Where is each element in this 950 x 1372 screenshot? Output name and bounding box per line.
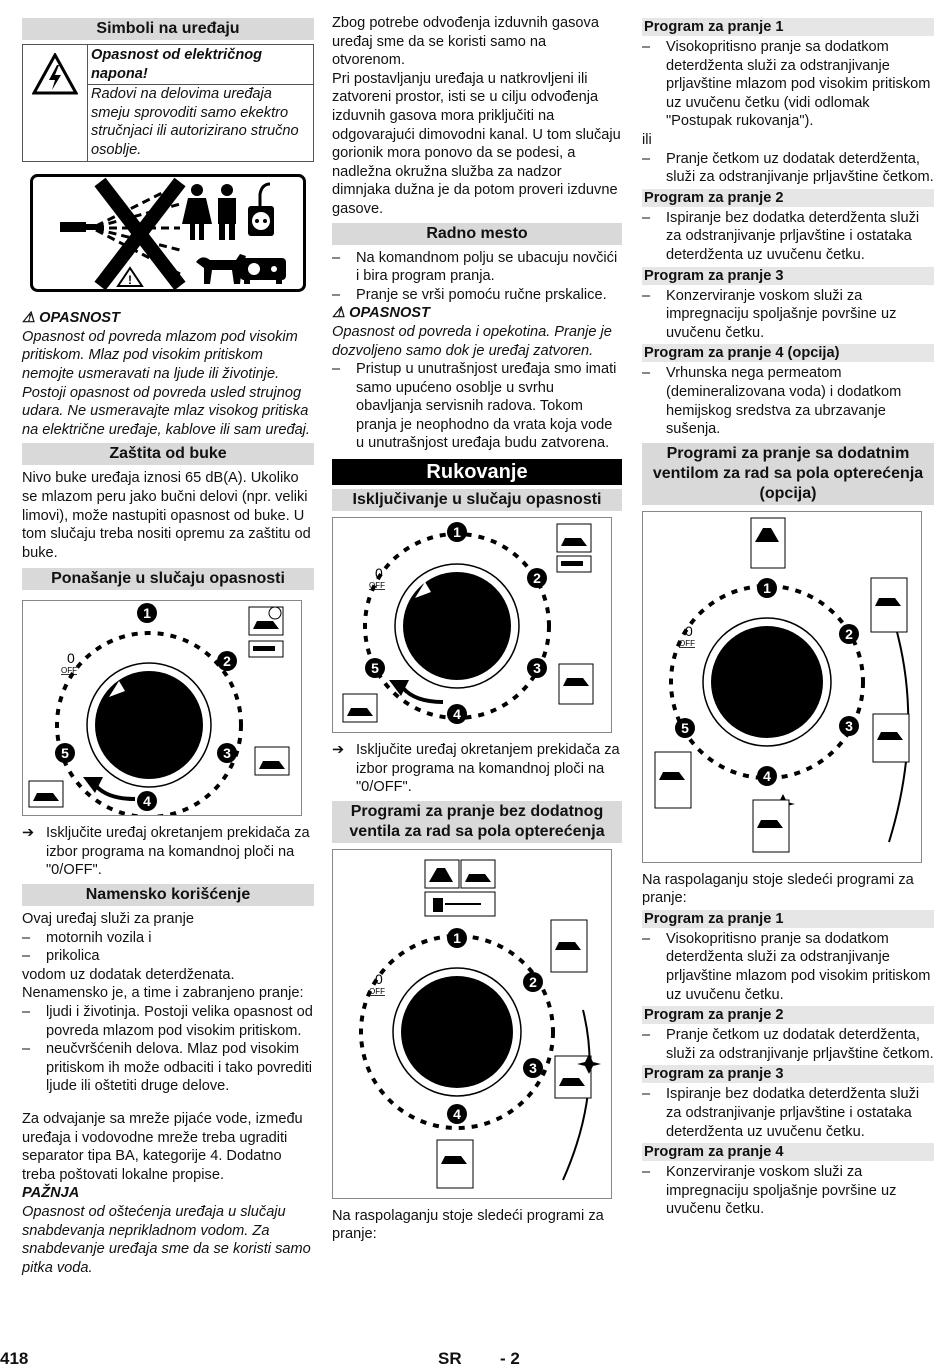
program-b1-text: – Visokopritisno pranje sa dodatkom deterdženta služi za odstranjivanje prljavštine mlazom pod visokim pritiskom uz uvučenu četku. (642, 930, 931, 1003)
spray-prohibition-sign (30, 174, 306, 298)
program-dial-figure-1 (22, 600, 302, 816)
section-title-no-valve-programs: Programi za pranje bez dodatnog ventila za rad sa pola opterećenja (332, 801, 622, 843)
workplace-item-1: – Na komandnom polju se ubacuju novčići i bira program pranja. (332, 249, 618, 285)
dial-position-1 (137, 603, 157, 623)
dial-position-2 (527, 568, 547, 588)
svg-text:1: 1 (763, 579, 771, 596)
svg-text:OFF: OFF (369, 581, 385, 591)
dial-position-3 (217, 743, 237, 763)
dial-off-number: 0 (67, 650, 75, 667)
column-2 (332, 14, 622, 1244)
program-a3-text: – Konzerviranje voskom služi za impregnaciju spoljašnje površine uz uvučenu četku. (642, 287, 897, 341)
svg-text:3: 3 (845, 717, 853, 734)
dial-position-2 (523, 972, 543, 992)
exhaust-text-1: Zbog potrebe odvođenja izduvnih gasova uređaj sme da se koristi samo na otvorenom. (332, 15, 599, 69)
section-title-intended-use: Namensko korišćenje (22, 884, 314, 906)
dial-position-4 (447, 704, 467, 724)
dial-position-1 (447, 928, 467, 948)
section-title-symbols: Simboli na uređaju (22, 18, 314, 40)
rinse-icon (873, 714, 909, 762)
svg-text:0: 0 (685, 622, 693, 639)
svg-text:5: 5 (681, 719, 689, 736)
svg-text:0: 0 (375, 970, 383, 987)
svg-text:3: 3 (533, 660, 541, 677)
available-text-1: Na raspolaganju stoje sledeći programi za pranje: (332, 1207, 604, 1243)
emergency-step: ➔ Isključite uređaj okretanjem prekidača za izbor programa na komandnoj ploči na "0/OFF". (22, 825, 310, 879)
program-b4-text: – Konzerviranje voskom služi za impregnaciju spoljašnje površine uz uvučenu četku. (642, 1164, 897, 1218)
section-title-workplace: Radno mesto (332, 223, 622, 245)
program-dial-figure-2 (332, 517, 612, 733)
use-after: vodom uz dodatak deterdženata. (22, 966, 235, 983)
program-b3-text: – Ispiranje bez dodatka deterdženta služi za odstranjivanje prljavštine i ostataka deterdženta uz uvučenu četku. (642, 1086, 920, 1140)
permeate-icon (437, 1140, 473, 1188)
svg-text:3: 3 (529, 1059, 537, 1076)
wax-icon (655, 752, 691, 808)
svg-text:2: 2 (223, 653, 231, 670)
brush-wash-icon (425, 860, 459, 888)
dial-position-4 (137, 791, 157, 811)
program-b2-title: Program za pranje 2 (642, 1006, 934, 1024)
shock-warning-box (22, 44, 314, 162)
use-intro: Ovaj uređaj služi za pranje (22, 911, 194, 928)
noise-text: Nivo buke uređaja iznosi 65 dB(A). Ukoliko se mlazom peru jako bučni delovi (npr. veliki limovi), može nastupiti opasnost od buke. U tom slučaju treba nositi opremu za zaštitu od buke. (22, 470, 311, 561)
car-wash-icon (249, 607, 283, 635)
exhaust-text-2: Pri postavljanju uređaja u natkrovljeni ili zatvoreni prostor, isti se u cilju odvođenja izduvnih gasova mora priključiti na odgovarajući dimovodni kanal. U tom slučaju gorionik mora ponovo da se podesi, a nadležna okružna služba za nadzor dimnjaka dužna je da potom proveri izduvne gasove. (332, 70, 621, 217)
rinse-icon (255, 747, 289, 775)
svg-text:2: 2 (845, 625, 853, 642)
dial-position-5 (55, 743, 75, 763)
workplace-item-2: – Pranje se vrši pomoću ručne prskalice. (332, 286, 607, 303)
svg-text:1: 1 (143, 605, 151, 622)
dial-position-3 (523, 1058, 543, 1078)
wax-icon (343, 694, 377, 722)
brush-wash-icon (751, 518, 785, 568)
dial-off-label: OFF (61, 666, 77, 676)
section-title-shutdown: Isključivanje u slučaju opasnosti (332, 489, 622, 511)
svg-text:5: 5 (371, 660, 379, 677)
dial-position-1 (757, 578, 777, 598)
sub-page-number: - 2 (500, 1349, 520, 1368)
svg-text:5: 5 (61, 745, 69, 762)
water-separator-text: Za odvajanje sa mreže pijaće vode, između uređaja i vodovodne mreže treba ugraditi separator tipa BA, kategorije 4. Dodatno treba poštovati lokalne propise. (22, 1111, 303, 1183)
program-a2-text: – Ispiranje bez dodatka deterdženta služi za odstranjivanje prljavštine i ostataka deterdženta uz uvučenu četku. (642, 209, 920, 263)
page-number: 418 (0, 1349, 29, 1368)
use-item-2: – prikolica (22, 948, 100, 965)
dial-position-3 (839, 716, 859, 736)
language-code: SR (438, 1349, 462, 1368)
car-wash-icon (461, 860, 495, 888)
danger-label-1: ⚠ OPASNOST (22, 310, 120, 327)
rinse-icon (551, 920, 587, 972)
dial-position-1 (447, 522, 467, 542)
electric-hazard-icon (23, 45, 88, 161)
available-text-2: Na raspolaganju stoje sledeći programi za pranje: (642, 871, 914, 907)
program-a1-text: – Visokopritisno pranje sa dodatkom deterdženta služi za odstranjivanje prljavštine mlazom pod visokim pritiskom uz uvučenu četku (vidi odlomak "Postupak rukovanja"). (642, 39, 931, 130)
shock-text: Radovi na delovima uređaja smeju sprovoditi samo ekektro stručnjaci ili autorizirano stručno osoblje. (91, 86, 299, 158)
caution-text: Opasnost od oštećenja uređaja u slučaju snabdevanja neprikladnom vodom. Za snabdevanje uređaja sme da se koristi samo pitka voda. (22, 1203, 311, 1276)
program-a2-title: Program za pranje 2 (642, 189, 934, 207)
program-a3-title: Program za pranje 3 (642, 267, 934, 285)
or-text: ili (642, 131, 652, 148)
svg-text:2: 2 (529, 973, 537, 990)
use-item-1: – motornih vozila i (22, 929, 152, 946)
svg-text:!: ! (128, 272, 132, 287)
car-wash-icon (871, 578, 907, 632)
program-a4-text: – Vrhunska nega permeatom (demineralizovana voda) i dodatkom hemijskog sredstva za ubrzavanje sušenja. (642, 365, 902, 438)
danger-text-2: Opasnost od povreda i opekotina. Pranje je dozvoljeno samo dok je uređaj zatvoren. (332, 323, 612, 359)
svg-text:OFF: OFF (369, 986, 385, 996)
car-wash-icon (557, 524, 591, 552)
svg-text:2: 2 (533, 570, 541, 587)
section-title-operation: Rukovanje (332, 459, 622, 485)
dial-position-4 (757, 766, 777, 786)
dial-position-5 (365, 658, 385, 678)
program-a1b-text: – Pranje četkom uz dodatak deterdženta, služi za odstranjivanje prljavštine četkom. (642, 150, 934, 186)
section-title-valve-programs: Programi za pranje sa dodatnim ventilom za rad sa pola opterećenja (opcija) (642, 443, 934, 505)
danger-label-2: ⚠ OPASNOST (332, 305, 430, 322)
program-b2-text: – Pranje četkom uz dodatak deterdženta, služi za odstranjivanje prljavštine četkom. (642, 1027, 934, 1062)
misuse-intro: Nenamensko je, a time i zabranjeno pranje: (22, 985, 304, 1002)
svg-text:3: 3 (223, 745, 231, 762)
dial-position-4 (447, 1104, 467, 1124)
svg-text:0: 0 (375, 565, 383, 582)
spray-gun-icon (557, 556, 591, 572)
access-item: – Pristup u unutrašnjost uređaja smo imati samo upućeno osoblje u svrhu obavljanja servisnih radova. Tokom pranja je neophodno da vrata koja vode u unutrašnjost uređaja budu zatvorena. (332, 361, 617, 452)
column-3 (642, 14, 934, 1219)
shock-title: Opasnost od električnog napona! (88, 46, 313, 85)
svg-text:1: 1 (453, 929, 461, 946)
rinse-icon (559, 664, 593, 704)
misuse-item-1: – ljudi i životinja. Postoji velika opasnost od povreda mlazom pod visokim pritiskom. (22, 1004, 313, 1039)
dial-position-5 (675, 718, 695, 738)
spray-gun-icon (249, 641, 283, 657)
program-dial-figure-3 (332, 849, 612, 1199)
svg-text:4: 4 (763, 767, 771, 784)
permeate-icon (753, 800, 789, 852)
shutdown-step: ➔ Isključite uređaj okretanjem prekidača za izbor programa na komandnoj ploči na "0/OFF". (332, 742, 620, 796)
program-b1-title: Program za pranje 1 (642, 910, 934, 928)
program-b3-title: Program za pranje 3 (642, 1065, 934, 1083)
svg-text:4: 4 (453, 1105, 461, 1122)
spray-gun-icon (425, 892, 495, 916)
wax-icon (29, 781, 63, 807)
section-title-noise: Zaštita od buke (22, 443, 314, 465)
program-dial-figure-4 (642, 511, 922, 863)
program-a1-title: Program za pranje 1 (642, 18, 934, 36)
program-a4-title: Program za pranje 4 (opcija) (642, 344, 934, 362)
svg-text:4: 4 (453, 706, 461, 723)
caution-label: PAŽNJA (22, 1185, 80, 1202)
dial-position-3 (527, 658, 547, 678)
danger-text-1: Opasnost od povreda mlazom pod visokim pritiskom. Mlaz pod visokim pritiskom nemojte usmeravati na ljude ili životinje. Postoji opasnost od povreda usled strujnog udara. Ne usmeravajte mlaz visokog pritiska na električne uređaje, kablove ili sam uređaj. (22, 328, 310, 438)
section-title-emergency: Ponašanje u slučaju opasnosti (22, 568, 314, 590)
misuse-item-2: – neučvršćenih delova. Mlaz pod visokim pritiskom ih može odbaciti i tako povrediti ljude ili oštetiti druge delove. (22, 1041, 313, 1095)
program-b4-title: Program za pranje 4 (642, 1143, 934, 1161)
svg-text:1: 1 (453, 524, 461, 541)
svg-text:OFF: OFF (679, 638, 695, 648)
dial-position-2 (217, 651, 237, 671)
svg-text:4: 4 (143, 793, 151, 810)
column-1 (22, 14, 314, 1277)
dial-position-2 (839, 624, 859, 644)
